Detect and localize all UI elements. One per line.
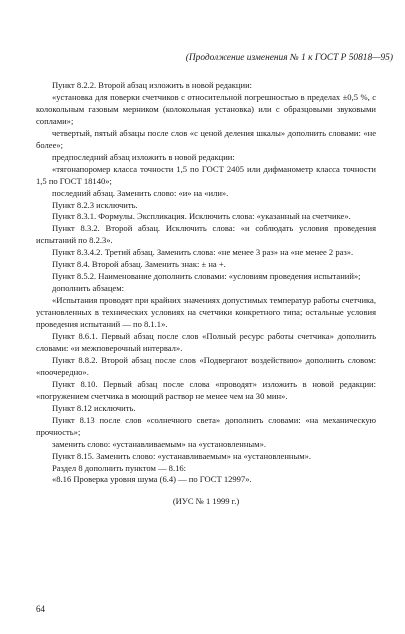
paragraph: «8.16 Проверка уровня шума (6.4) — по ГОСТ 12997». [52,474,252,485]
source-footnote: (ИУС № 1 1999 г.) [172,496,240,507]
paragraph: «Испытания проводят при крайних значениях допустимых температур работы счетчика, установленных в технических условиях на счетчики конкретного типа; остальные условия проведения испытаний — по 8.1.1». [36,295,376,330]
paragraph: «тягонапоромер класса точности 1,5 по ГОСТ 2405 или дифманометр класса точности 1,5 по ГОСТ 18140»; [36,163,376,186]
paragraph: заменить слово: «устанавливаемым» на «установленным». [52,438,266,449]
paragraph: «установка для поверки счетчиков с относительной погрешностью в пределах ±0,5 %, с колокольным газовым мерником (колокольная установка) или с образцовыми звуковыми соплами»; [36,91,376,126]
paragraph: дополнить абзацем: [52,283,125,294]
paragraph: Пункт 8.5.2. Наименование дополнить словами: «условиям проведения испытаний»; [52,271,361,282]
document-body [36,80,376,508]
paragraph: Пункт 8.3.4.2. Третий абзац. Заменить слова: «не менее 3 раз» на «не менее 2 раз». [52,247,354,258]
paragraph: Пункт 8.4. Второй абзац. Заменить знак: ± на +. [52,259,226,270]
page-number: 64 [36,604,45,614]
paragraph: Пункт 8.15. Заменить слово: «устанавливаемым» на «установленным». [52,450,312,461]
paragraph: Пункт 8.3.1. Формулы. Экспликация. Исключить слова: «указанный на счетчике». [52,211,351,222]
paragraph: Пункт 8.6.1. Первый абзац после слов «Полный ресурс работы счетчика» дополнить словами: «и межповерочный интервал». [36,331,376,353]
paragraph: Раздел 8 дополнить пунктом — 8.16: [52,462,187,473]
paragraph: Пункт 8.8.2. Второй абзац после слов «Подвергают воздействию» дополнить словом: «поочередно». [36,354,376,377]
paragraph: Пункт 8.3.2. Второй абзац. Исключить слова: «и соблюдать условия проведения испытаний по 8.2.3». [36,223,376,246]
paragraph: предпоследний абзац изложить в новой редакции: [52,151,235,162]
running-header: (Продолжение изменения № 1 к ГОСТ Р 50818—95) [185,53,393,63]
paragraph: Пункт 8.2.2. Второй абзац изложить в новой редакции: [52,80,253,90]
paragraph: Пункт 8.13 после слов «солнечного света» дополнить словами: «на механическую прочность»; [36,414,376,437]
paragraph: последний абзац. Заменить слово: «и» на «или». [52,187,229,198]
paragraph: Пункт 8.10. Первый абзац после слова «проводят» изложить в новой редакции: «погружением счетчика в моющий раствор не менее чем на 30 мин». [36,378,376,401]
paragraph: Пункт 8.2.3 исключить. [52,199,138,210]
paragraph: Пункт 8.12 исключить. [52,402,136,413]
paragraph: четвертый, пятый абзацы после слов «с ценой деления шкалы» дополнить словами: «не более»; [36,127,376,150]
